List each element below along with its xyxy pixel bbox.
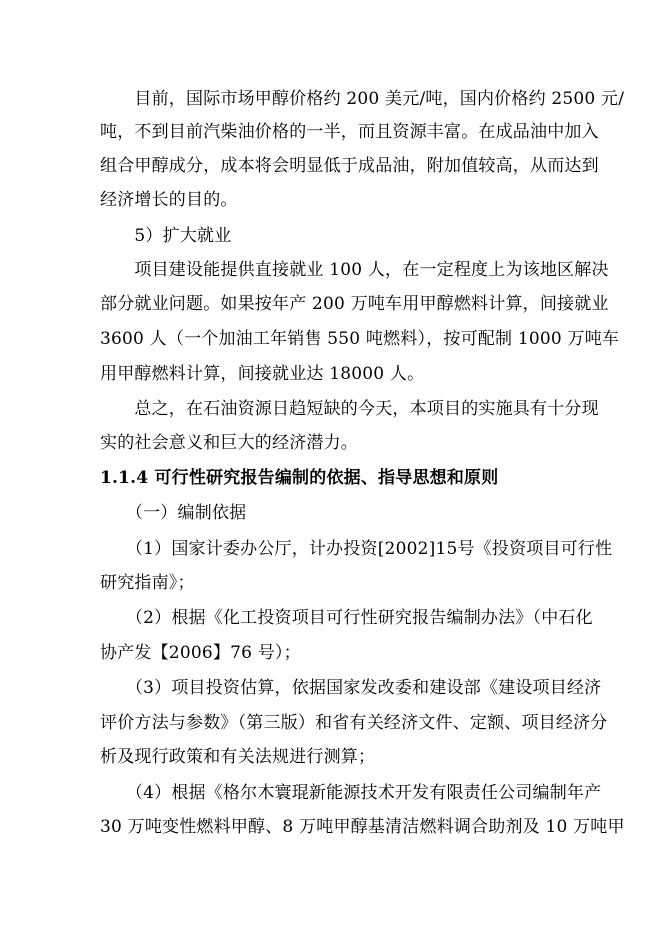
list-item-line: 析及现行政策和有关法规进行测算；	[100, 747, 376, 767]
paragraph-line: 经济增长的目的。	[100, 190, 238, 210]
list-item-line: （2）根据《化工投资项目可行性研究报告编制办法》（中石化	[100, 608, 593, 628]
paragraph-line: 用甲醇燃料计算，间接就业达 18000 人。	[100, 364, 425, 384]
list-item-line: 协产发【2006】76 号）；	[100, 643, 301, 663]
paragraph-line: 项目建设能提供直接就业 100 人，在一定程度上为该地区解决	[100, 260, 609, 280]
paragraph-line: 实的社会意义和巨大的经济潜力。	[100, 433, 358, 453]
list-item-line: 研究指南》；	[100, 573, 195, 593]
paragraph-line: 目前，国际市场甲醇价格约 200 美元/吨，国内价格约 2500 元/	[100, 89, 625, 109]
section-subheading: （一）编制依据	[100, 503, 247, 523]
paragraph-line: 吨，不到目前汽柴油价格的一半，而且资源丰富。在成品油中加入	[100, 122, 599, 142]
section-subheading: 5）扩大就业	[100, 226, 232, 246]
list-item-line: （1）国家计委办公厅，计办投资[2002]15号《投资项目可行性	[100, 539, 613, 559]
paragraph-line: 3600 人（一个加油工年销售 550 吨燃料），按可配制 1000 万吨车	[100, 329, 620, 349]
paragraph-line: 组合甲醇成分，成本将会明显低于成品油，附加值较高，从而达到	[100, 156, 599, 176]
section-heading: 1.1.4 可行性研究报告编制的依据、指导思想和原则	[100, 468, 499, 488]
list-item-line: 30 万吨变性燃料甲醇、8 万吨甲醇基清洁燃料调合助剂及 10 万吨甲	[100, 817, 625, 837]
paragraph-line: 部分就业问题。如果按年产 200 万吨车用甲醇燃料计算，间接就业	[100, 294, 609, 314]
paragraph-line: 总之，在石油资源日趋短缺的今天，本项目的实施具有十分现	[100, 399, 599, 419]
list-item-line: （3）项目投资估算，依据国家发改委和建设部《建设项目经济	[100, 678, 602, 698]
list-item-line: 评价方法与参数》（第三版）和省有关经济文件、定额、项目经济分	[100, 713, 608, 733]
list-item-line: （4）根据《格尔木寰琨新能源技术开发有限责任公司编制年产	[100, 783, 602, 803]
